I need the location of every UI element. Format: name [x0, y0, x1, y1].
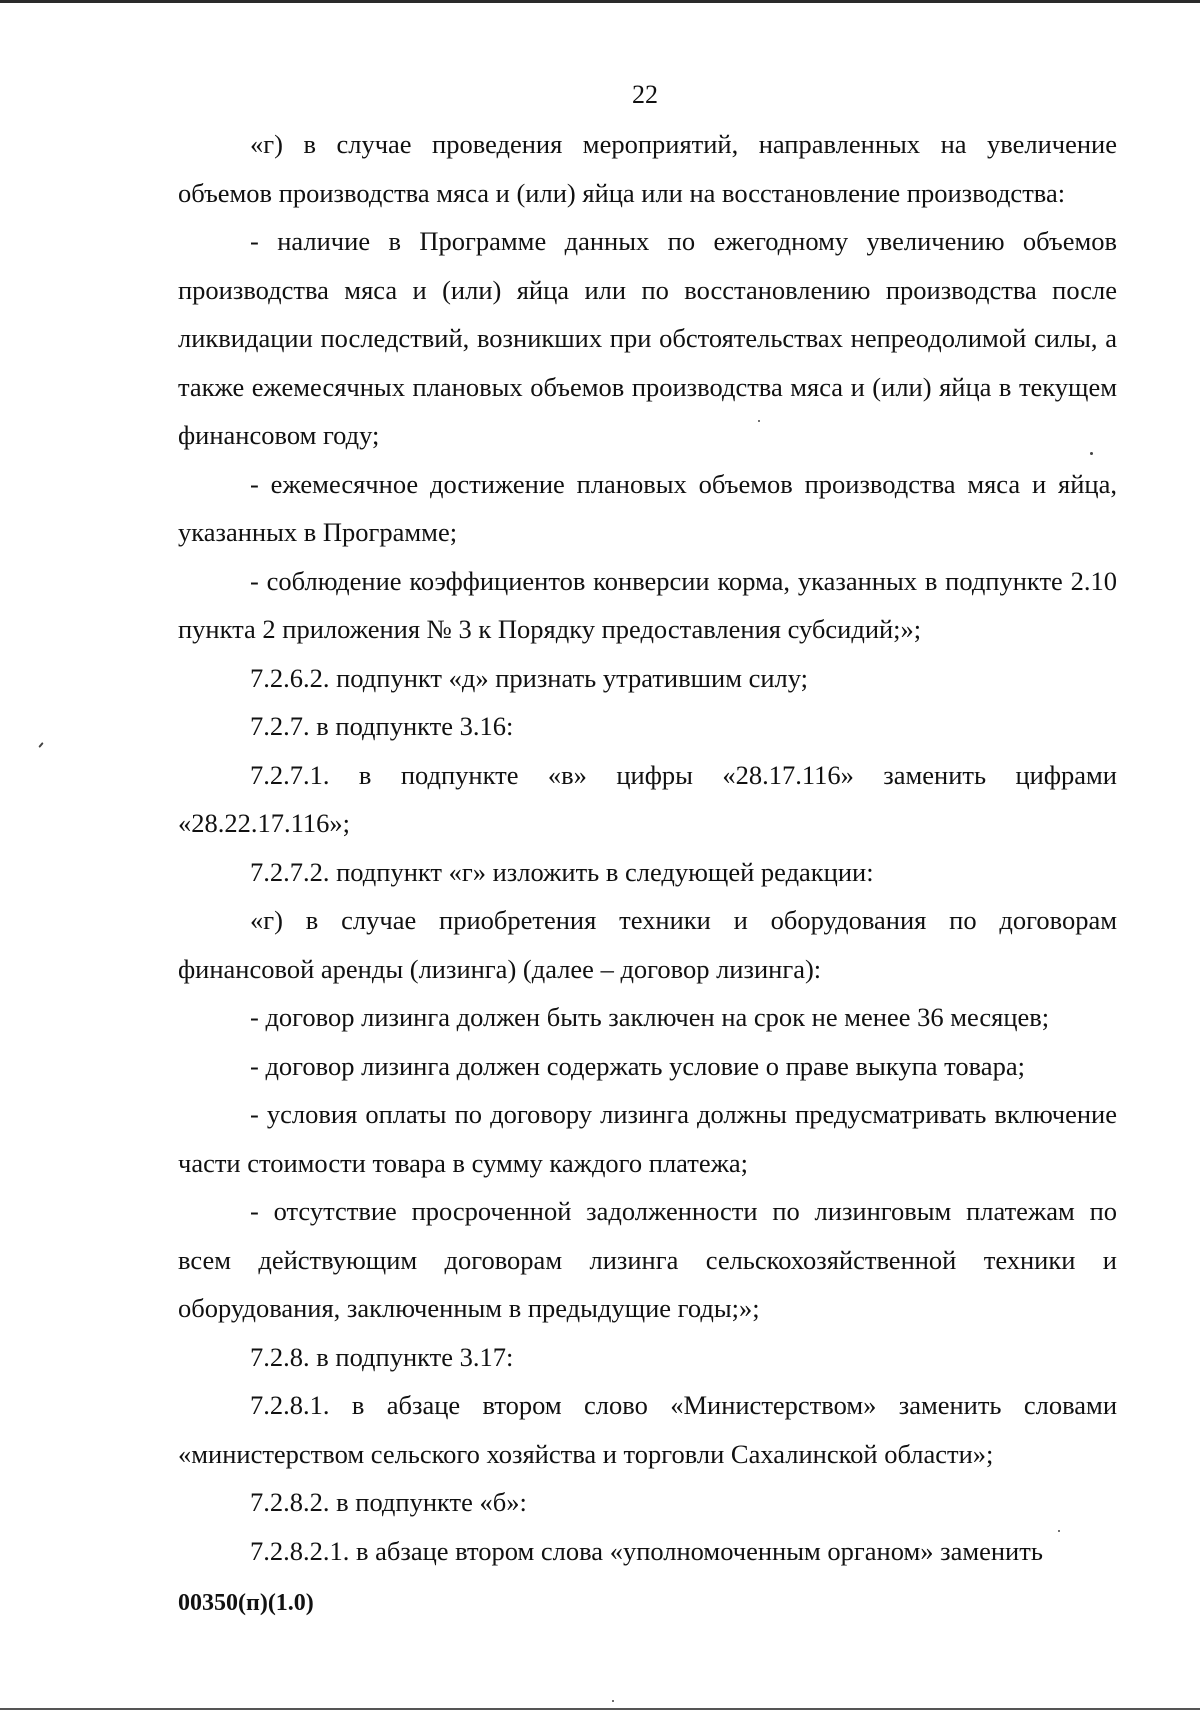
- paragraph: - ежемесячное достижение плановых объемов производства мяса и яйца, указанных в Программе;: [178, 468, 1117, 547]
- document-body: [178, 120, 1117, 1575]
- paragraph: - отсутствие просроченной задолженности по лизинговым платежам по всем действующим договорам лизинга сельскохозяйственной техники и оборудования, заключенным в предыдущие годы;»;: [178, 1196, 1117, 1323]
- paragraph: 7.2.7. в подпункте 3.16:: [250, 711, 514, 741]
- scan-speck: [38, 742, 43, 748]
- paragraph: «г) в случае проведения мероприятий, направленных на увеличение объемов производства мяса и (или) яйца или на восстановление производства:: [178, 129, 1117, 208]
- scan-speck: [612, 1700, 614, 1702]
- paragraph: 7.2.6.2. подпункт «д» признать утратившим силу;: [250, 662, 809, 693]
- paragraph: - наличие в Программе данных по ежегодному увеличению объемов производства мяса и (или) яйца или по восстановлению производства после ликвидации последствий, возникших при обстоятельствах непреодолимой силы, а также ежемесячных плановых объемов производства мяса и (или) яйца в текущем финансовом году;: [178, 226, 1117, 450]
- scan-speck: [758, 420, 760, 422]
- document-code: 00350(п)(1.0): [178, 1590, 314, 1616]
- scan-top-edge: [0, 0, 1200, 3]
- page-number: 22: [632, 80, 658, 109]
- scan-speck: [1058, 1530, 1060, 1532]
- paragraph: 7.2.8. в подпункте 3.17:: [250, 1341, 514, 1372]
- paragraph: 7.2.7.2. подпункт «г» изложить в следующей редакции:: [250, 856, 874, 887]
- paragraph: 7.2.8.2.1. в абзаце втором слова «уполномоченным органом» заменить: [250, 1535, 1043, 1566]
- scan-bottom-edge: [0, 1708, 1200, 1710]
- paragraph: «г) в случае приобретения техники и оборудования по договорам финансовой аренды (лизинга) (далее – договор лизинга):: [178, 905, 1117, 984]
- paragraph: 7.2.7.1. в подпункте «в» цифры «28.17.116» заменить цифрами «28.22.17.116»;: [178, 759, 1117, 838]
- paragraph: - договор лизинга должен быть заключен на срок не менее 36 месяцев;: [250, 1002, 1050, 1032]
- scan-speck: [1090, 452, 1093, 455]
- paragraph: - условия оплаты по договору лизинга должны предусматривать включение части стоимости товара в сумму каждого платежа;: [178, 1099, 1117, 1178]
- paragraph: 7.2.8.2. в подпункте «б»:: [250, 1487, 527, 1517]
- paragraph: - соблюдение коэффициентов конверсии корма, указанных в подпункте 2.10 пункта 2 приложения № 3 к Порядку предоставления субсидий;»;: [178, 565, 1117, 644]
- paragraph: 7.2.8.1. в абзаце втором слово «Министерством» заменить словами «министерством сельского хозяйства и торговли Сахалинской области»;: [178, 1390, 1117, 1469]
- paragraph: - договор лизинга должен содержать условие о праве выкупа товара;: [250, 1050, 1025, 1081]
